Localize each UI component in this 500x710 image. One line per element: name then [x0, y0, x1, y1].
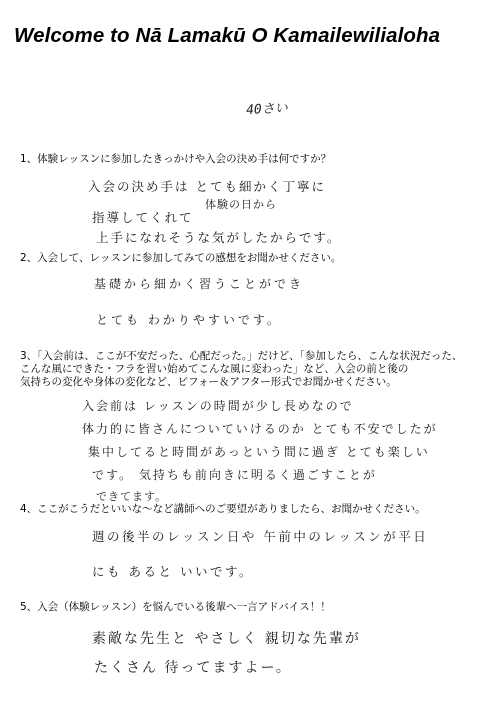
question-5: 5、入会（体験レッスン）を悩んでいる後輩へ一言アドバイス！！ — [20, 601, 331, 613]
age-handwritten: 40さい — [245, 100, 289, 119]
answer-5-line-1: 素敵な先生と やさしく 親切な先輩が — [92, 631, 361, 647]
question-2: 2、入会して、レッスンに参加してみての感想をお聞かせください。 — [20, 252, 342, 264]
question-3: 3、「入会前は、ここが不安だった、心配だった。」だけど、「参加したら、こんな状況だった、 こんな風にできた・フラを習い始めてこんな風に変わった」など、入会の前と後の 気持ちの変化や身体の変化など、ビフォー＆アフター形式でお聞かせください。 — [20, 350, 463, 388]
question-4: 4、ここがこうだといいな～など講師へのご要望がありましたら、お聞かせください。 — [20, 503, 426, 515]
answer-4-line-1: 週の後半のレッスン日や 午前中のレッスンが平日 — [92, 529, 429, 544]
answer-3-line-3: 集中してると時間があっという間に過ぎ とても楽しい — [88, 445, 430, 459]
answer-1-insertion: 体験の日から — [205, 198, 277, 211]
answer-3-line-5: できてます。 — [96, 490, 168, 503]
answer-3-line-2: 体力的に皆さんについていけるのか とても不安でしたが — [82, 422, 438, 436]
answer-1-line-1: 入会の決め手は とても細かく丁寧に — [88, 179, 326, 194]
answer-2-line-2: とても わかりやすいです。 — [96, 313, 282, 327]
answer-3-line-1: 入会前は レッスンの時間が少し長めなので — [82, 399, 354, 413]
answer-3-line-4: です。 気持ちも前向きに明るく過ごすことが — [92, 468, 377, 482]
page-title: Welcome to Nā Lamakū O Kamailewilialoha — [14, 24, 441, 47]
answer-2-line-1: 基礎から細かく習うことができ — [94, 277, 305, 291]
question-1: 1、体験レッスンに参加したきっかけや入会の決め手は何ですか？ — [20, 153, 332, 165]
answer-4-line-2: にも あると いいです。 — [92, 564, 254, 579]
answer-1-line-2: 指導してくれて — [92, 210, 194, 225]
answer-1-line-3: 上手になれそうな気がしたからです。 — [96, 230, 342, 245]
answer-5-line-2: たくさん 待ってますよー。 — [94, 660, 292, 676]
